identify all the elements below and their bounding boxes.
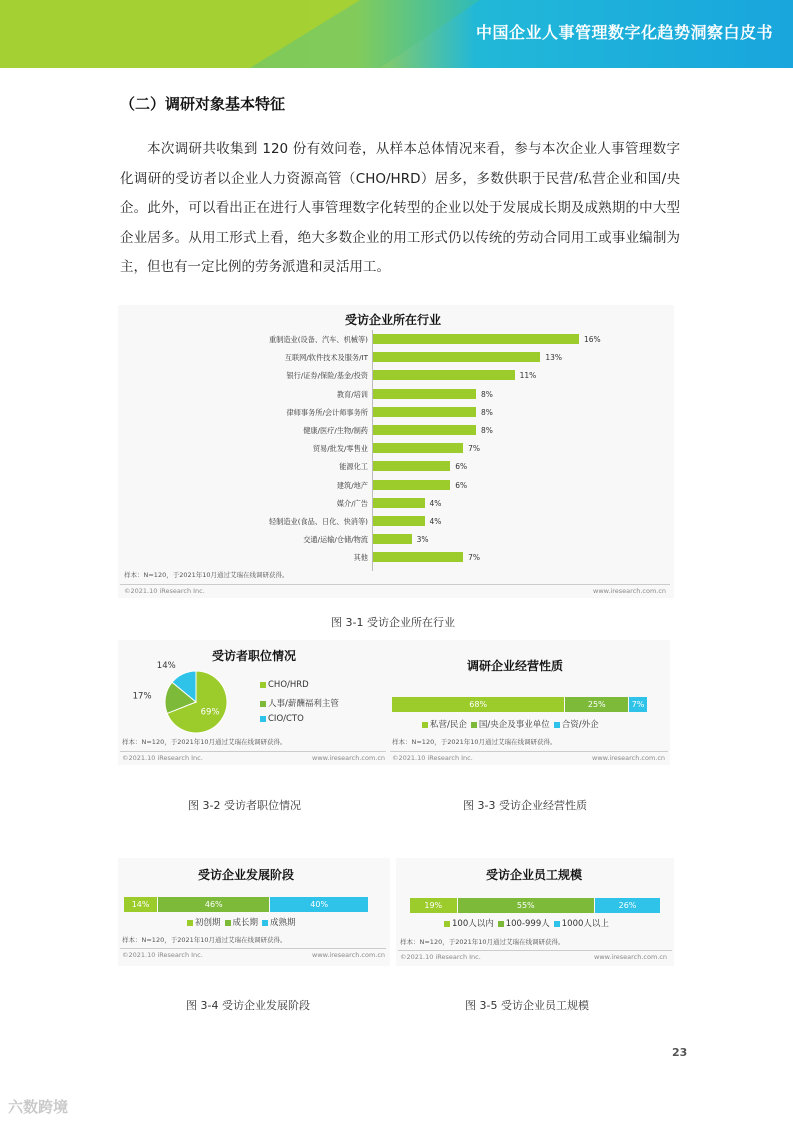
data-bar — [373, 534, 412, 544]
legend-swatch — [471, 722, 477, 728]
stacked-segment: 46% — [158, 897, 269, 912]
figure-caption-3-1: 图 3-1 受访企业所在行业 — [331, 616, 455, 629]
legend-swatch — [187, 920, 193, 926]
sample-note: 样本：N=120，于2021年10月通过艾瑞在线调研获得。 — [124, 571, 289, 579]
legend-swatch — [444, 921, 450, 927]
data-bar — [373, 352, 540, 362]
legend-label: 100人以内 — [452, 919, 494, 929]
data-label: 16% — [584, 335, 601, 344]
category-label: 健康/医疗/生物/制药 — [303, 426, 368, 435]
legend-label: 1000人以上 — [561, 919, 609, 929]
data-label: 3% — [416, 535, 429, 545]
legend-swatch — [262, 920, 268, 926]
size-stacked-bar — [410, 898, 660, 913]
data-label: 8% — [481, 407, 493, 417]
legend-swatch — [260, 716, 266, 722]
sample-note: 样本：N=120，于2021年10月通过艾瑞在线调研获得。 — [392, 738, 557, 746]
body-paragraph: 本次调研共收集到 120 份有效问卷，从样本总体情况来看，参与本次企业人事管理数字化调研的受访者以企业人力资源高管（CHO/HRD）居多，多数供职于民营/私营企业和国/央企。此外，可以看出正在进行人事管理数字化转型的企业以处于发展成长期及成熟期的中大型企业居多。从用工形式上看，绝大多数企业的用工形式仍以传统的劳动合同用工或事业编制为主，但也有一定比例的劳务派遣和灵活用工。 — [120, 141, 680, 275]
pie-slice-label: 69% — [200, 707, 220, 718]
footer-copyright: ©2021.10 iResearch Inc. — [124, 587, 205, 595]
data-bar — [373, 407, 476, 417]
figure-caption-3-3: 图 3-3 受访企业经营性质 — [463, 799, 587, 812]
data-label: 6% — [455, 480, 468, 490]
data-label: 7% — [468, 553, 481, 563]
legend-label: 成熟期 — [270, 918, 296, 928]
footer-website: www.iresearch.com.cn — [312, 754, 386, 762]
figure-size-title: 受访企业员工规模 — [486, 868, 583, 882]
footer-website: www.iresearch.com.cn — [592, 754, 666, 762]
category-label: 律师事务所/会计师事务所 — [286, 407, 368, 417]
legend-label: 合资/外企 — [561, 720, 599, 730]
pie-legend-item — [256, 714, 304, 724]
legend-label: CIO/CTO — [268, 714, 304, 724]
data-label: 4% — [429, 498, 442, 508]
category-label: 互联网/软件技术及服务/IT — [284, 353, 368, 363]
legend-swatch — [260, 701, 266, 707]
figure-caption-3-4: 图 3-4 受访企业发展阶段 — [186, 999, 310, 1012]
legend-label: 国/央企及事业单位 — [478, 720, 550, 730]
footer-website: www.iresearch.com.cn — [593, 587, 667, 595]
category-label: 建筑/地产 — [336, 480, 368, 490]
ownership-stacked-bar — [392, 697, 647, 712]
data-bar — [373, 516, 425, 526]
legend-label: 私营/民企 — [430, 720, 467, 730]
legend-label: 100-999人 — [505, 919, 550, 929]
footer-divider — [398, 950, 672, 951]
legend-label: CHO/HRD — [268, 680, 309, 690]
stacked-segment: 7% — [629, 697, 647, 712]
data-bar — [373, 498, 425, 508]
footer-divider — [120, 948, 386, 949]
footer-website: www.iresearch.com.cn — [312, 951, 386, 959]
stacked-segment: 14% — [124, 897, 157, 912]
stacked-segment: 55% — [458, 898, 595, 913]
legend-swatch — [422, 722, 428, 728]
data-bar — [373, 425, 476, 435]
legend-label: 成长期 — [232, 918, 259, 928]
category-label: 媒介/广告 — [336, 498, 368, 508]
footer-divider — [120, 751, 386, 752]
pie-legend-item — [256, 680, 309, 690]
stacked-segment: 25% — [565, 697, 628, 712]
footer-divider — [120, 584, 670, 585]
legend-swatch — [260, 682, 266, 688]
pie-slice-label: 14% — [156, 660, 176, 671]
footer-copyright: ©2021.10 iResearch Inc. — [400, 953, 481, 961]
data-label: 8% — [481, 426, 493, 435]
data-bar — [373, 389, 476, 399]
data-label: 13% — [545, 353, 563, 363]
data-label: 4% — [429, 517, 442, 526]
pie-slice-label: 17% — [132, 691, 152, 702]
stage-stacked-bar — [124, 897, 368, 912]
category-label: 其他 — [353, 553, 368, 563]
footer-divider — [390, 751, 668, 752]
stacked-segment: 26% — [595, 898, 660, 913]
figure-ownership-title: 调研企业经营性质 — [467, 659, 564, 673]
legend-swatch — [554, 722, 560, 728]
data-label: 6% — [455, 462, 468, 472]
footer-copyright: ©2021.10 iResearch Inc. — [392, 754, 473, 762]
data-bar — [373, 461, 450, 471]
position-pie-chart — [132, 660, 256, 744]
data-label: 11% — [519, 371, 537, 381]
header-title: 中国企业人事管理数字化趋势洞察白皮书 — [475, 23, 773, 42]
data-label: 8% — [481, 389, 493, 399]
legend-swatch — [498, 921, 504, 927]
section-heading: （二）调研对象基本特征 — [120, 95, 286, 113]
stacked-segment: 40% — [270, 897, 368, 912]
footer-copyright: ©2021.10 iResearch Inc. — [122, 951, 203, 959]
category-label: 重制造业(设备、汽车、机械等) — [268, 335, 368, 344]
stage-legend — [183, 916, 296, 928]
category-label: 交通/运输/仓储/物流 — [303, 535, 368, 545]
footer-copyright: ©2021.10 iResearch Inc. — [122, 754, 203, 762]
category-label: 轻制造业(食品、日化、快消等) — [268, 517, 368, 526]
sample-note: 样本：N=120，于2021年10月通过艾瑞在线调研获得。 — [122, 936, 287, 944]
watermark: 六数跨境 — [8, 1098, 69, 1116]
category-label: 能源化工 — [339, 462, 368, 472]
category-label: 教育/培训 — [336, 389, 368, 399]
figure-caption-3-2: 图 3-2 受访者职位情况 — [188, 799, 301, 812]
category-label: 银行/证券/保险/基金/投资 — [286, 371, 368, 381]
size-legend — [440, 917, 609, 929]
legend-label: 初创期 — [195, 918, 221, 928]
stacked-segment: 19% — [410, 898, 457, 913]
sample-note: 样本：N=120，于2021年10月通过艾瑞在线调研获得。 — [122, 738, 287, 746]
data-bar — [373, 443, 463, 453]
data-bar — [373, 334, 579, 344]
legend-label: 人事/薪酬福利主管 — [268, 699, 339, 709]
footer-website: www.iresearch.com.cn — [594, 953, 668, 961]
figure-industry-title: 受访企业所在行业 — [345, 313, 442, 327]
legend-swatch — [554, 921, 560, 927]
stacked-segment: 68% — [392, 697, 564, 712]
pie-legend-item — [256, 697, 339, 709]
ownership-legend — [418, 718, 599, 730]
legend-swatch — [225, 920, 231, 926]
data-bar — [373, 370, 515, 380]
data-label: 7% — [468, 444, 481, 454]
figure-caption-3-5: 图 3-5 受访企业员工规模 — [465, 999, 589, 1012]
data-bar — [373, 552, 463, 562]
sample-note: 样本：N=120，于2021年10月通过艾瑞在线调研获得。 — [400, 938, 565, 946]
figure-position-title: 受访者职位情况 — [212, 649, 297, 663]
page-number: 23 — [672, 1046, 688, 1059]
category-label: 贸易/批发/零售业 — [312, 444, 368, 454]
figure-stage-title: 受访企业发展阶段 — [198, 868, 295, 882]
data-bar — [373, 480, 450, 490]
